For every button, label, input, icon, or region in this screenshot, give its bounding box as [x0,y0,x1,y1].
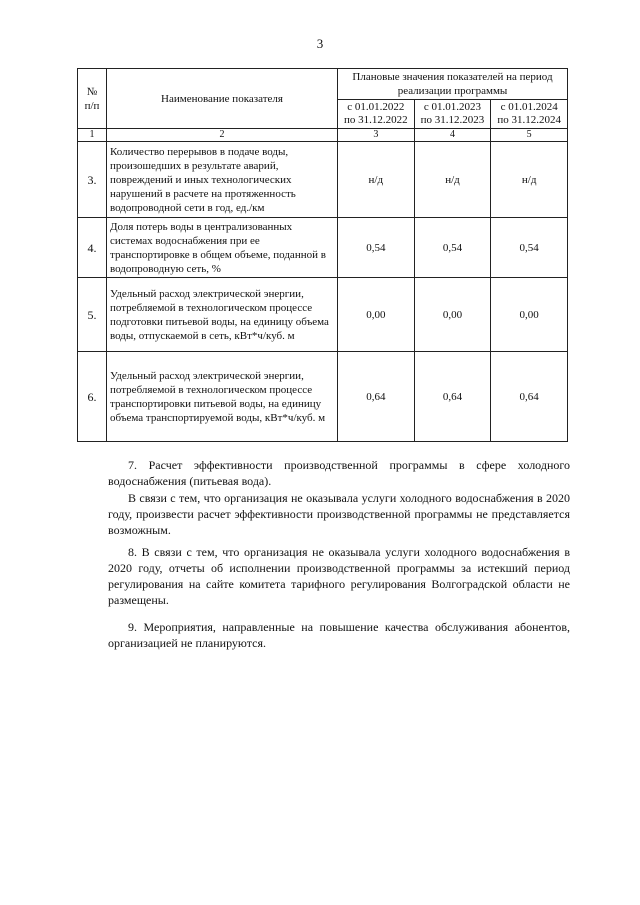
indicator-name: Удельный расход электрической энергии, потребляемой в технологическом процессе подготовки питьевой воды, на единицу объема воды, отпускаемой в сеть, кВт*ч/куб. м [107,278,338,352]
page-number: 3 [316,36,324,51]
value-2022: 0,00 [338,278,415,352]
table-row [78,352,568,442]
indicator-name: Количество перерывов в подаче воды, произошедших в результате аварий, повреждений и иных технологических нарушений в расчете на протяженность водопроводной сети в год, ед./км [107,142,338,218]
value-2023: н/д [414,142,491,218]
header-period-2022: с 01.01.2022 по 31.12.2022 [338,100,415,129]
table-header-row [78,69,568,100]
header-period-2024: с 01.01.2024 по 31.12.2024 [491,100,568,129]
header-period-2023: с 01.01.2023 по 31.12.2023 [414,100,491,129]
value-2023: 0,00 [414,278,491,352]
table-row [78,218,568,278]
row-number: 5. [78,278,107,352]
indicator-name: Удельный расход электрической энергии, потребляемой в технологическом процессе транспортировки питьевой воды, на единицу объема транспортируемой воды, кВт*ч/куб. м [107,352,338,442]
header-indicator-name: Наименование показателя [107,69,338,129]
value-2024: 0,54 [491,218,568,278]
column-index: 3 [338,129,415,142]
table-row [78,278,568,352]
value-2024: 0,64 [491,352,568,442]
value-2022: 0,64 [338,352,415,442]
paragraph-7-title: 7. Расчет эффективности производственной программы в сфере холодного водоснабжения (питьевая вода). [108,458,570,488]
row-number: 4. [78,218,107,278]
row-number: 3. [78,142,107,218]
value-2022: 0,54 [338,218,415,278]
column-index: 1 [78,129,107,142]
value-2023: 0,54 [414,218,491,278]
value-2023: 0,64 [414,352,491,442]
paragraph-7-body: В связи с тем, что организация не оказывала услуги холодного водоснабжения в 2020 году, произвести расчет эффективности производственной программы не представляется возможным. [108,491,570,537]
header-planned-values: Плановые значения показателей на период реализации программы [338,69,568,100]
value-2022: н/д [338,142,415,218]
table-row [78,142,568,218]
paragraph-8: 8. В связи с тем, что организация не оказывала услуги холодного водоснабжения в 2020 году, отчеты об исполнении производственной программы за истекший период регулирования на сайте комитета тарифного регулирования Волгоградской области не размещены. [108,545,570,607]
column-index: 2 [107,129,338,142]
column-index: 4 [414,129,491,142]
indicators-table [77,68,568,442]
header-no: № п/п [78,69,107,129]
row-number: 6. [78,352,107,442]
paragraph-9: 9. Мероприятия, направленные на повышение качества обслуживания абонентов, организацией не планируются. [108,620,570,650]
indicator-name: Доля потерь воды в централизованных системах водоснабжения при ее транспортировке в общем объеме, поданной в водопроводную сеть, % [107,218,338,278]
value-2024: н/д [491,142,568,218]
column-index: 5 [491,129,568,142]
column-index-row [78,129,568,142]
value-2024: 0,00 [491,278,568,352]
